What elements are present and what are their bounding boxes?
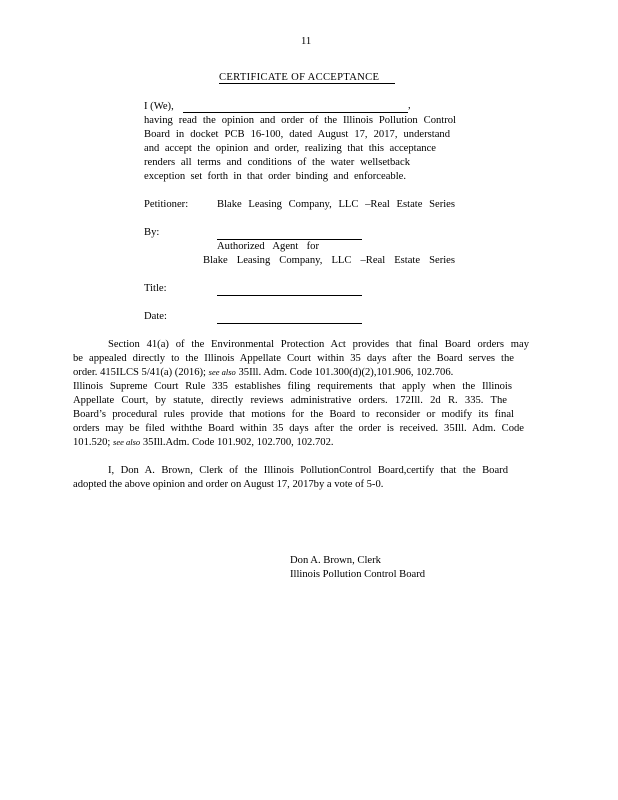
intro-line-2: Board in docket PCB 16-100, dated August 17, 2017, understand (144, 129, 450, 140)
section-line-8-a: 101.520; (73, 437, 111, 448)
section-line-6: Board’s procedural rules provide that motions for the Board to reconsider or modify its final (73, 409, 514, 420)
section-line-2: be appealed directly to the Illinois Appellate Court within 35 days after the Board serves the (73, 353, 514, 364)
page-number: 11 (301, 36, 312, 47)
by-label: By: (144, 227, 160, 238)
name-blank-line (183, 112, 408, 113)
section-line-4: Illinois Supreme Court Rule 335 establishes filing requirements that apply when the Illinois (73, 381, 512, 392)
clerk-line-2: adopted the above opinion and order on August 17, 2017by a vote of 5-0. (73, 479, 384, 490)
intro-line-4: renders all terms and conditions of the water wellsetback (144, 157, 410, 168)
date-blank-line (217, 323, 362, 324)
section-line-5: Appellate Court, by statute, directly reviews administrative orders. 172Ill. 2d R. 335. The (73, 395, 507, 406)
i-we-label: I (We), (144, 101, 174, 112)
see-also-2: see also (113, 437, 141, 447)
clerk-name: Don A. Brown, Clerk (290, 555, 381, 566)
name-trailing-comma: , (408, 100, 411, 111)
section-line-8 (73, 437, 334, 448)
intro-line-3: and accept the opinion and order, realizing that this acceptance (144, 143, 436, 154)
section-line-1: Section 41(a) of the Environmental Protection Act provides that final Board orders may (108, 339, 529, 350)
section-line-3-b: 35Ill. Adm. Code 101.300(d)(2),101.906, 102.706. (238, 367, 454, 378)
certificate-title: CERTIFICATE OF ACCEPTANCE (219, 72, 395, 84)
board-name: Illinois Pollution Control Board (290, 569, 426, 580)
title-blank-line (217, 295, 362, 296)
section-line-7: orders may be filed withthe Board within 35 days after the order is received. 35Ill. Adm. Code (73, 423, 524, 434)
title-label: Title: (144, 283, 167, 294)
section-line-8-b: 35Ill.Adm. Code 101.902, 102.700, 102.702. (142, 437, 334, 448)
by-signature-line (217, 239, 362, 240)
clerk-line-1: I, Don A. Brown, Clerk of the Illinois PollutionControl Board,certify that the Board (108, 465, 508, 476)
section-line-3 (73, 367, 513, 378)
intro-line-1: having read the opinion and order of the Illinois Pollution Control (144, 115, 456, 126)
intro-line-5: exception set forth in that order binding and enforceable. (144, 171, 406, 182)
agent-line-1: Authorized Agent for (217, 241, 319, 252)
see-also-1: see also (208, 367, 236, 377)
petitioner-label: Petitioner: (144, 199, 189, 210)
date-label: Date: (144, 311, 167, 322)
petitioner-value: Blake Leasing Company, LLC –Real Estate Series (217, 199, 455, 210)
agent-line-2: Blake Leasing Company, LLC –Real Estate Series (203, 255, 455, 266)
section-line-3-a: order. 415ILCS 5/41(a) (2016); (73, 367, 206, 378)
